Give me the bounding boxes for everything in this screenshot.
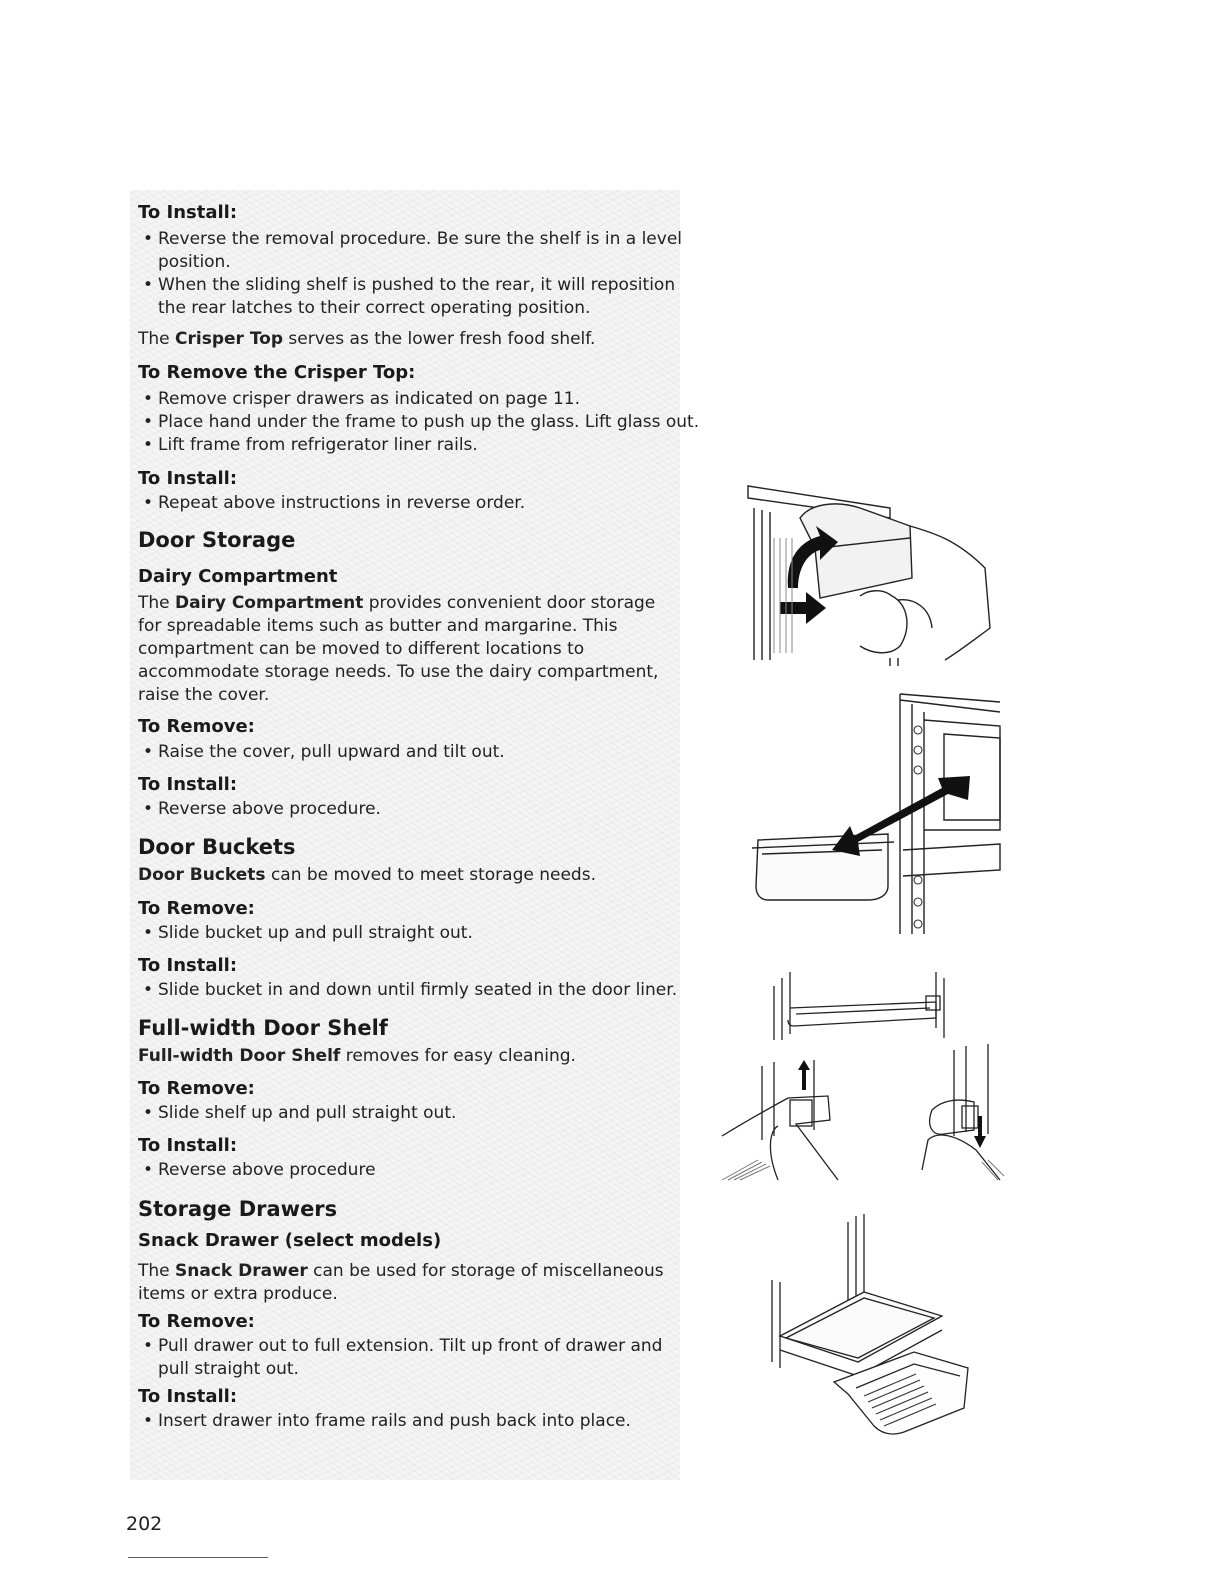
door-buckets-title: Door Buckets bbox=[138, 835, 296, 859]
list-item: • Remove crisper drawers as indicated on page 11. bbox=[142, 389, 581, 409]
list-item: • Raise the cover, pull upward and tilt out. bbox=[142, 742, 505, 762]
list-item: • Pull drawer out to full extension. Tilt up front of drawer and pull straight out. bbox=[142, 1336, 663, 1379]
footer-rule bbox=[128, 1557, 268, 1558]
door-storage-title: Door Storage bbox=[138, 528, 296, 552]
install-heading: To Install: bbox=[138, 1386, 238, 1407]
list-item: • Reverse above procedure. bbox=[142, 799, 381, 819]
crisper-intro: The Crisper Top serves as the lower fresh food shelf. bbox=[138, 329, 596, 349]
list-item: • Slide bucket in and down until firmly seated in the door liner. bbox=[142, 980, 678, 1000]
install-heading: To Install: bbox=[138, 1135, 238, 1156]
install-heading: To Install: bbox=[138, 202, 238, 223]
install-heading: To Install: bbox=[138, 774, 238, 795]
snack-drawer-heading: Snack Drawer (select models) bbox=[138, 1230, 442, 1251]
remove-crisper-heading: To Remove the Crisper Top: bbox=[138, 362, 416, 383]
remove-heading: To Remove: bbox=[138, 1078, 255, 1099]
install-heading: To Install: bbox=[138, 468, 238, 489]
list-item: • Slide shelf up and pull straight out. bbox=[142, 1103, 457, 1123]
install-heading: To Install: bbox=[138, 955, 238, 976]
full-width-shelf-illustration bbox=[760, 968, 960, 1044]
remove-heading: To Remove: bbox=[138, 898, 255, 919]
dairy-heading: Dairy Compartment bbox=[138, 566, 338, 587]
buckets-paragraph: Door Buckets can be moved to meet storage needs. bbox=[138, 865, 596, 885]
remove-heading: To Remove: bbox=[138, 1311, 255, 1332]
list-item: • Insert drawer into frame rails and push back into place. bbox=[142, 1411, 631, 1431]
list-item: • Repeat above instructions in reverse order. bbox=[142, 493, 526, 513]
snack-paragraph: The Snack Drawer can be used for storage of miscellaneous items or extra produce. bbox=[138, 1261, 664, 1304]
shelf-removal-detail-illustration bbox=[718, 1040, 1008, 1190]
list-item: • Reverse the removal procedure. Be sure the shelf is in a level position. bbox=[142, 229, 683, 272]
dairy-paragraph: The Dairy Compartment provides convenient door storage for spreadable items such as butter and margarine. This compartment can be moved to different locations to accommodate storage needs. To use the dairy compartment, raise the cover. bbox=[138, 593, 659, 705]
door-bucket-illustration bbox=[748, 690, 1008, 940]
list-item: • Lift frame from refrigerator liner rails. bbox=[142, 435, 478, 455]
list-item: • When the sliding shelf is pushed to the rear, it will reposition the rear latches to their correct operating position. bbox=[142, 275, 676, 318]
remove-heading: To Remove: bbox=[138, 716, 255, 737]
storage-drawers-title: Storage Drawers bbox=[138, 1197, 338, 1221]
snack-drawer-illustration bbox=[764, 1212, 984, 1444]
page-number: 202 bbox=[126, 1513, 163, 1535]
list-item: • Reverse above procedure bbox=[142, 1160, 376, 1180]
list-item: • Slide bucket up and pull straight out. bbox=[142, 923, 473, 943]
list-item: • Place hand under the frame to push up the glass. Lift glass out. bbox=[142, 412, 700, 432]
instruction-column bbox=[130, 190, 700, 1480]
full-width-shelf-title: Full-width Door Shelf bbox=[138, 1016, 388, 1040]
full-width-paragraph: Full-width Door Shelf removes for easy cleaning. bbox=[138, 1046, 576, 1066]
dairy-compartment-illustration bbox=[740, 478, 1000, 668]
